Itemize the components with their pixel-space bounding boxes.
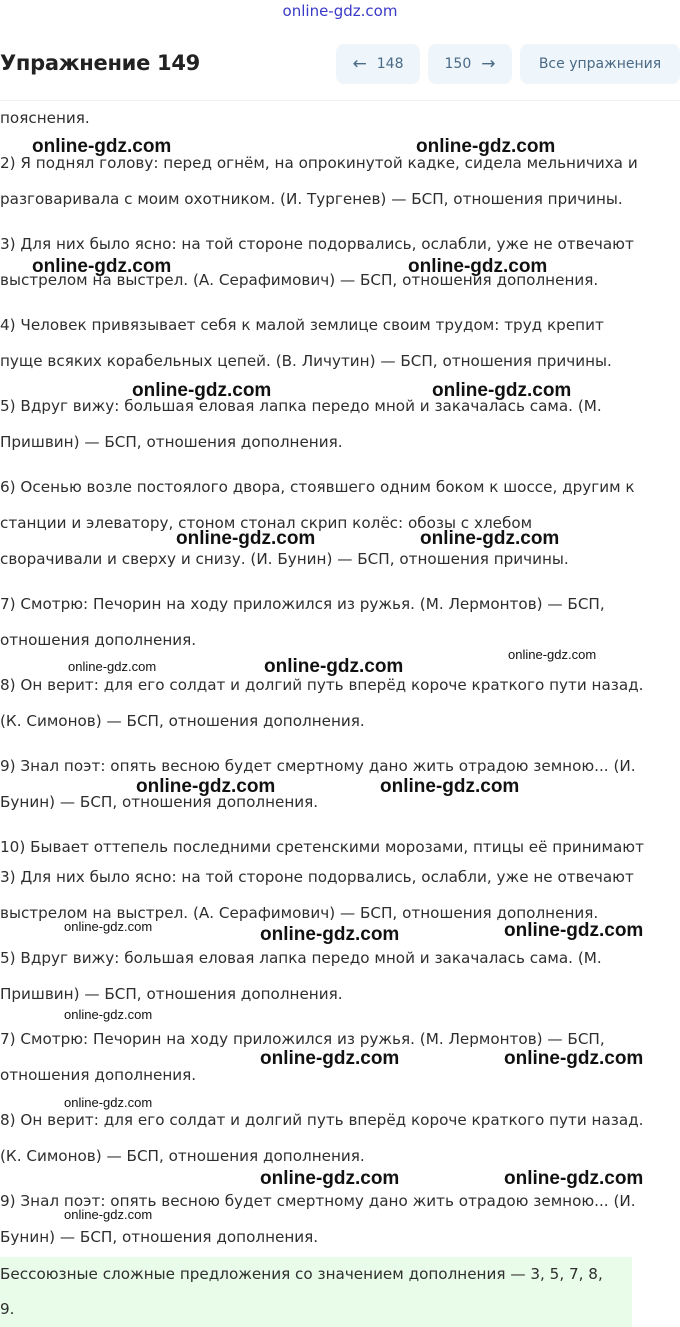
text-line: 9) Знал поэт: опять весною будет смертному дано жить отрадою земною... (И.	[0, 757, 636, 775]
text-line: 4) Человек привязывает себя к малой землице своим трудом: труд крепит	[0, 316, 604, 334]
text-line: 7) Смотрю: Печорин на ходу приложился из ружья. (М. Лермонтов) — БСП,	[0, 595, 605, 613]
arrow-right-icon: →	[481, 54, 496, 74]
text-line: отношения дополнения.	[0, 1066, 197, 1084]
watermark: online-gdz.com	[260, 924, 400, 945]
watermark: online-gdz.com	[136, 776, 276, 797]
text-line: (К. Симонов) — БСП, отношения дополнения.	[0, 712, 365, 730]
text-line: пояснения.	[0, 109, 90, 127]
header	[0, 38, 680, 101]
text-line: (К. Симонов) — БСП, отношения дополнения.	[0, 1147, 365, 1165]
text-line: Пришвин) — БСП, отношения дополнения.	[0, 985, 343, 1003]
prev-exercise-button[interactable]	[336, 44, 420, 84]
text-line: 9) Знал поэт: опять весною будет смертному дано жить отрадою земною... (И.	[0, 1192, 636, 1210]
watermark: online-gdz.com	[64, 1007, 153, 1022]
watermark: online-gdz.com	[408, 256, 548, 277]
watermark: online-gdz.com	[260, 1048, 400, 1069]
watermark: online-gdz.com	[132, 380, 272, 401]
next-exercise-label: 150	[444, 56, 472, 72]
all-exercises-button[interactable]	[520, 44, 680, 84]
text-line: 3) Для них было ясно: на той стороне подорвались, ослабли, уже не отвечают	[0, 235, 634, 253]
text-line: разговаривала с моим охотником. (И. Тургенев) — БСП, отношения причины.	[0, 190, 623, 208]
watermark: online-gdz.com	[176, 528, 316, 549]
watermark: online-gdz.com	[420, 528, 560, 549]
text-line: 7) Смотрю: Печорин на ходу приложился из ружья. (М. Лермонтов) — БСП,	[0, 1030, 605, 1048]
watermark: online-gdz.com	[64, 1095, 153, 1110]
watermark: online-gdz.com	[32, 256, 172, 277]
watermark: online-gdz.com	[508, 647, 597, 662]
text-line: выстрелом на выстрел. (А. Серафимович) — БСП, отношения дополнения.	[0, 271, 599, 289]
text-line: 3) Для них было ясно: на той стороне подорвались, ослабли, уже не отвечают	[0, 868, 634, 886]
watermark: online-gdz.com	[432, 380, 572, 401]
text-line: станции и элеватору, стоном стонал скрип колёс: обозы с хлебом	[0, 514, 533, 532]
watermark: online-gdz.com	[504, 920, 644, 941]
text-line: сворачивали и сверху и снизу. (И. Бунин) — БСП, отношения причины.	[0, 550, 569, 568]
text-line: Бунин) — БСП, отношения дополнения.	[0, 793, 319, 811]
watermark: online-gdz.com	[32, 136, 172, 157]
watermark: online-gdz.com	[504, 1048, 644, 1069]
site-link[interactable]: online-gdz.com	[282, 2, 398, 20]
watermark: online-gdz.com	[504, 1168, 644, 1189]
text-line: отношения дополнения.	[0, 631, 197, 649]
text-line: 2) Я поднял голову: перед огнём, на опрокинутой кадке, сидела мельничиха и	[0, 154, 638, 172]
text-line: 5) Вдруг вижу: большая еловая лапка передо мной и закачалась сама. (М.	[0, 397, 602, 415]
text-line: выстрелом на выстрел. (А. Серафимович) — БСП, отношения дополнения.	[0, 904, 599, 922]
text-line: пуще всяких корабельных цепей. (В. Личутин) — БСП, отношения причины.	[0, 352, 612, 370]
watermark: online-gdz.com	[264, 656, 404, 677]
text-line: Бунин) — БСП, отношения дополнения.	[0, 1228, 319, 1246]
watermark: online-gdz.com	[64, 1207, 153, 1222]
text-line: 5) Вдруг вижу: большая еловая лапка передо мной и закачалась сама. (М.	[0, 949, 602, 967]
next-exercise-button[interactable]	[428, 44, 512, 84]
watermark: online-gdz.com	[68, 659, 157, 674]
all-exercises-label: Все упражнения	[538, 56, 662, 72]
text-line: 8) Он верит: для его солдат и долгий путь вперёд короче краткого пути назад.	[0, 1111, 644, 1129]
watermark: online-gdz.com	[260, 1168, 400, 1189]
watermark: online-gdz.com	[416, 136, 556, 157]
watermark: online-gdz.com	[380, 776, 520, 797]
watermark: online-gdz.com	[64, 919, 153, 934]
arrow-left-icon: ←	[352, 54, 367, 74]
text-line: 10) Бывает оттепель последними сретенскими морозами, птицы её принимают	[0, 838, 644, 856]
text-line: 8) Он верит: для его солдат и долгий путь вперёд короче краткого пути назад.	[0, 676, 644, 694]
prev-exercise-label: 148	[376, 56, 404, 72]
answer-line: 9.	[0, 1300, 15, 1318]
page-title: Упражнение 149	[0, 51, 200, 75]
text-line: Пришвин) — БСП, отношения дополнения.	[0, 433, 343, 451]
text-line: 6) Осенью возле постоялого двора, стоявшего одним боком к шоссе, другим к	[0, 478, 635, 496]
answer-line: Бессоюзные сложные предложения со значением дополнения — 3, 5, 7, 8,	[0, 1265, 603, 1283]
